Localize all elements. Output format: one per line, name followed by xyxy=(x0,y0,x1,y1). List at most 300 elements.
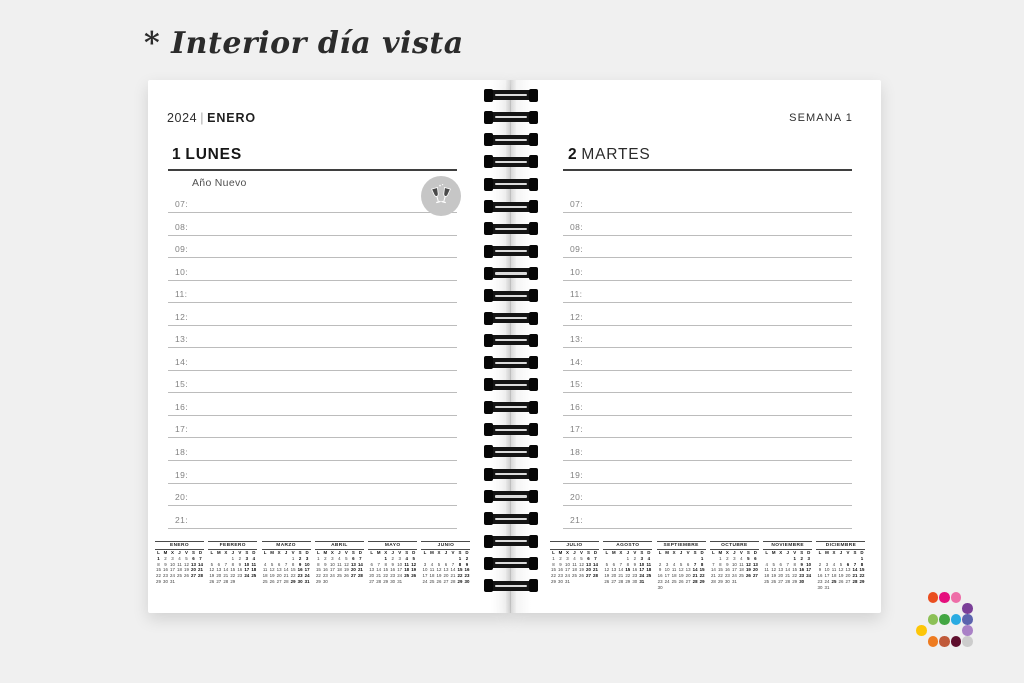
date-cell: 19 xyxy=(209,573,215,579)
champagne-toast-icon xyxy=(421,176,461,216)
spiral-coil xyxy=(486,402,536,412)
hour-row xyxy=(168,379,457,402)
page-title: * Interior día vista xyxy=(144,26,464,61)
date-cell: 25 xyxy=(251,573,257,579)
date-cell: 7 xyxy=(359,555,362,561)
date-cell: 23 xyxy=(390,573,396,579)
day-title-rule xyxy=(168,169,457,171)
hour-line xyxy=(168,347,457,348)
spiral-coil xyxy=(486,447,536,457)
date-cell: 4 xyxy=(338,555,341,561)
date-cell: 25 xyxy=(177,573,182,579)
hour-line xyxy=(563,460,852,461)
date-cell: 20 xyxy=(191,567,196,573)
hour-label: 10: xyxy=(175,266,189,277)
date-cell xyxy=(830,585,837,591)
date-cell: 30 xyxy=(163,578,168,584)
date-cell: 9 xyxy=(726,561,729,567)
date-cell: 4 xyxy=(405,555,408,561)
date-cell: 11 xyxy=(646,561,652,567)
date-cell: 26 xyxy=(209,578,215,584)
day-header-cell: D xyxy=(860,550,864,555)
hour-label: 12: xyxy=(570,311,584,322)
date-cell: 11 xyxy=(671,567,677,573)
date-cell: 9 xyxy=(391,561,394,567)
hour-label: 19: xyxy=(175,469,189,480)
date-cell: 23 xyxy=(632,573,638,579)
mini-calendar-strip-right xyxy=(550,541,865,591)
date-cell: 7 xyxy=(853,561,857,567)
date-cell: 2 xyxy=(465,555,469,561)
date-cell: 26 xyxy=(604,578,610,584)
date-cell: 5 xyxy=(412,555,415,561)
date-cell: 1 xyxy=(384,555,387,561)
date-cell: 26 xyxy=(771,578,777,584)
date-cell: 20 xyxy=(350,567,356,573)
date-cell: 27 xyxy=(276,578,282,584)
date-cell: 2 xyxy=(658,561,662,567)
date-cell: 19 xyxy=(838,573,844,579)
hour-row xyxy=(168,402,457,425)
date-cell: 3 xyxy=(245,555,249,561)
hour-label: 20: xyxy=(175,492,189,503)
date-cell xyxy=(403,579,410,585)
date-cell: 5 xyxy=(772,561,775,567)
hour-line xyxy=(563,437,852,438)
day-header-cell: V xyxy=(686,550,690,555)
date-cell: 15 xyxy=(315,567,321,573)
date-cell xyxy=(851,585,858,591)
day-header-cell: M xyxy=(430,550,434,555)
date-cell: 20 xyxy=(611,573,617,579)
date-cell: 6 xyxy=(612,561,616,567)
day-header-cell: M xyxy=(611,550,616,555)
date-cell: 17 xyxy=(244,567,250,573)
date-cell: 4 xyxy=(740,555,743,561)
date-cell: 15 xyxy=(383,567,389,573)
date-cell: 6 xyxy=(192,555,195,561)
date-cell: 22 xyxy=(699,573,705,579)
day-header-cell: S xyxy=(746,550,750,555)
date-cell: 21 xyxy=(852,573,858,579)
date-cell: 30 xyxy=(724,578,730,584)
date-cell: 23 xyxy=(817,578,823,584)
date-cell: 11 xyxy=(251,561,257,567)
day-header-cell: S xyxy=(458,550,462,555)
date-cell: 1 xyxy=(157,555,160,561)
mini-calendar-month-name: JUNIO xyxy=(421,541,470,550)
date-cell: 28 xyxy=(593,573,598,579)
day-number: 1 xyxy=(172,146,182,163)
day-header-cell: X xyxy=(384,550,388,555)
date-cell: 29 xyxy=(792,578,798,584)
hour-label: 14: xyxy=(175,356,189,367)
day-header-cell: L xyxy=(263,550,267,555)
date-cell xyxy=(671,585,678,591)
date-cell: 11 xyxy=(429,567,435,573)
hour-line xyxy=(168,280,457,281)
date-cell: 18 xyxy=(262,573,268,579)
mini-calendar-week xyxy=(816,585,865,591)
mini-calendar-week xyxy=(657,585,706,591)
planner-notebook xyxy=(148,80,881,613)
date-cell: 27 xyxy=(685,578,691,584)
date-cell: 11 xyxy=(572,561,577,567)
hour-label: 11: xyxy=(570,289,583,300)
day-header-cell: D xyxy=(647,550,651,555)
date-cell: 4 xyxy=(430,561,434,567)
hour-label: 10: xyxy=(570,266,584,277)
date-cell: 22 xyxy=(315,573,321,579)
date-cell: 8 xyxy=(317,561,320,567)
date-cell xyxy=(410,579,417,585)
hour-row xyxy=(563,447,852,470)
date-cell: 28 xyxy=(357,573,363,579)
day-header-cell: X xyxy=(437,550,441,555)
date-cell: 18 xyxy=(404,567,410,573)
date-cell: 29 xyxy=(859,578,865,584)
hour-label: 09: xyxy=(570,244,584,255)
day-header-cell: X xyxy=(725,550,729,555)
hour-row xyxy=(168,492,457,515)
hour-label: 11: xyxy=(175,289,188,300)
date-cell: 14 xyxy=(852,567,858,573)
date-cell: 25 xyxy=(671,578,677,584)
date-cell: 30 xyxy=(657,584,663,590)
date-cell: 25 xyxy=(764,578,770,584)
date-cell: 4 xyxy=(263,561,267,567)
day-header-cell: L xyxy=(423,550,427,555)
mini-calendar xyxy=(155,541,204,585)
date-cell: 13 xyxy=(778,567,784,573)
date-cell: 13 xyxy=(369,567,375,573)
logo-dot-cyan xyxy=(951,614,962,625)
spiral-coil xyxy=(486,425,536,435)
date-cell: 2 xyxy=(298,555,302,561)
hour-line xyxy=(168,528,457,529)
day-header-cell: M xyxy=(216,550,221,555)
date-cell: 19 xyxy=(269,573,275,579)
day-header-cell: V xyxy=(398,550,402,555)
date-cell: 26 xyxy=(579,573,584,579)
hour-row xyxy=(563,222,852,245)
mini-calendar-week xyxy=(208,579,257,585)
day-header-cell: D xyxy=(412,550,416,555)
mini-calendar xyxy=(603,541,652,591)
hour-row xyxy=(168,357,457,380)
date-cell: 29 xyxy=(551,578,556,584)
date-cell: 28 xyxy=(692,578,698,584)
hour-label: 13: xyxy=(570,334,584,345)
hour-row xyxy=(168,447,457,470)
date-cell: 23 xyxy=(724,573,730,579)
date-cell: 5 xyxy=(345,555,348,561)
mini-calendar xyxy=(816,541,865,591)
hour-line xyxy=(563,392,852,393)
hour-line xyxy=(168,302,457,303)
date-cell: 13 xyxy=(611,567,617,573)
date-cell: 26 xyxy=(343,573,349,579)
date-cell: 18 xyxy=(429,573,435,579)
date-cell: 29 xyxy=(625,578,631,584)
mini-calendar-month-name: NOVIEMBRE xyxy=(763,541,812,550)
date-cell: 5 xyxy=(437,561,441,567)
date-cell: 7 xyxy=(377,561,380,567)
date-cell: 9 xyxy=(800,561,803,567)
date-cell: 1 xyxy=(719,555,722,561)
date-cell: 15 xyxy=(156,567,161,573)
date-cell: 26 xyxy=(184,573,189,579)
date-cell: 1 xyxy=(626,555,630,561)
date-cell: 15 xyxy=(717,567,723,573)
hour-label: 09: xyxy=(175,244,189,255)
date-cell xyxy=(578,579,585,585)
day-header-cell: J xyxy=(444,550,448,555)
date-cell: 27 xyxy=(443,578,449,584)
date-cell: 18 xyxy=(177,567,182,573)
hour-line xyxy=(168,235,457,236)
date-cell: 5 xyxy=(270,561,274,567)
date-cell: 31 xyxy=(304,578,310,584)
date-cell: 15 xyxy=(457,567,463,573)
date-cell xyxy=(858,585,865,591)
day-header-cell: M xyxy=(270,550,274,555)
day-header-cell: X xyxy=(224,550,228,555)
date-cell: 7 xyxy=(619,561,623,567)
date-cell: 27 xyxy=(216,578,222,584)
spiral-coil xyxy=(486,202,536,212)
date-cell: 24 xyxy=(304,573,310,579)
date-cell: 24 xyxy=(664,578,670,584)
date-cell: 8 xyxy=(231,561,235,567)
hour-label: 15: xyxy=(175,379,189,390)
date-cell: 28 xyxy=(710,578,716,584)
mini-calendar-week xyxy=(603,579,652,585)
date-cell: 4 xyxy=(647,555,651,561)
hour-row xyxy=(563,199,852,222)
spiral-coil xyxy=(486,536,536,546)
spiral-coil xyxy=(486,268,536,278)
date-cell: 22 xyxy=(717,573,723,579)
day-header-cell: D xyxy=(198,550,203,555)
mini-calendar-week xyxy=(155,579,204,585)
date-cell: 11 xyxy=(831,567,837,573)
date-cell xyxy=(678,585,685,591)
date-cell: 1 xyxy=(793,555,796,561)
date-cell: 22 xyxy=(859,573,865,579)
day-header-cell: S xyxy=(192,550,195,555)
mini-calendar-strip-left xyxy=(155,541,470,585)
date-cell: 13 xyxy=(586,561,591,567)
date-cell: 4 xyxy=(672,561,676,567)
date-cell: 27 xyxy=(350,573,356,579)
date-cell: 6 xyxy=(779,561,782,567)
date-cell: 15 xyxy=(699,567,705,573)
day-header-cell: V xyxy=(344,550,348,555)
date-cell: 3 xyxy=(331,555,334,561)
date-cell: 10 xyxy=(664,567,670,573)
hour-label: 21: xyxy=(175,514,189,525)
date-cell: 12 xyxy=(436,567,442,573)
date-cell: 9 xyxy=(559,561,562,567)
hour-label: 18: xyxy=(175,447,189,458)
date-cell: 24 xyxy=(639,573,645,579)
day-header-cell: M xyxy=(323,550,328,555)
date-cell: 20 xyxy=(685,573,691,579)
day-title-left xyxy=(172,146,242,164)
date-cell: 19 xyxy=(678,573,684,579)
date-cell: 11 xyxy=(262,567,268,573)
date-cell: 25 xyxy=(429,578,435,584)
hour-label: 16: xyxy=(570,401,584,412)
date-cell: 19 xyxy=(411,567,417,573)
day-header-cell: M xyxy=(665,550,669,555)
hour-label: 07: xyxy=(175,199,189,209)
date-cell: 25 xyxy=(831,578,837,584)
date-cell: 3 xyxy=(665,561,669,567)
day-header-cell: M xyxy=(163,550,168,555)
date-cell: 18 xyxy=(671,573,677,579)
spiral-coil xyxy=(486,112,536,122)
date-cell: 6 xyxy=(686,561,690,567)
date-cell: 11 xyxy=(764,567,769,573)
planner-right-page xyxy=(511,80,881,613)
date-cell: 1 xyxy=(552,555,555,561)
hour-row xyxy=(168,199,457,222)
date-cell: 3 xyxy=(733,555,736,561)
day-header-cell: D xyxy=(593,550,598,555)
date-cell: 14 xyxy=(618,567,624,573)
date-cell: 2 xyxy=(818,561,822,567)
date-cell: 28 xyxy=(198,573,203,579)
date-cell: 17 xyxy=(329,567,335,573)
spiral-coil xyxy=(486,558,536,568)
date-cell: 23 xyxy=(558,573,563,579)
hour-row xyxy=(563,334,852,357)
date-cell: 8 xyxy=(626,561,630,567)
hour-row xyxy=(563,402,852,425)
mini-calendar xyxy=(763,541,812,591)
date-cell: 13 xyxy=(216,567,222,573)
date-cell: 29 xyxy=(315,578,321,584)
date-cell: 30 xyxy=(799,578,805,584)
mini-calendar xyxy=(208,541,257,585)
day-header-cell: V xyxy=(238,550,242,555)
date-cell xyxy=(236,579,243,585)
date-cell: 7 xyxy=(199,555,202,561)
date-cell: 20 xyxy=(752,567,758,573)
date-cell: 3 xyxy=(825,561,829,567)
date-cell: 18 xyxy=(572,567,577,573)
date-cell: 12 xyxy=(604,567,610,573)
date-cell: 21 xyxy=(593,567,598,573)
date-cell: 18 xyxy=(764,573,770,579)
day-name: MARTES xyxy=(581,146,651,163)
date-cell: 20 xyxy=(778,573,784,579)
mini-calendar-month-name: SEPTIEMBRE xyxy=(657,541,706,550)
date-cell: 17 xyxy=(806,567,812,573)
date-cell: 10 xyxy=(565,561,570,567)
date-cell: 14 xyxy=(710,567,716,573)
date-cell: 17 xyxy=(639,567,645,573)
day-header-cell: X xyxy=(779,550,783,555)
date-cell: 29 xyxy=(699,578,705,584)
date-cell: 24 xyxy=(244,573,250,579)
hour-line xyxy=(168,212,457,213)
date-cell: 10 xyxy=(329,561,335,567)
date-cell xyxy=(844,585,851,591)
hour-row xyxy=(563,244,852,267)
mini-calendar xyxy=(315,541,364,585)
date-cell: 17 xyxy=(304,567,310,573)
logo-dot-maroon xyxy=(951,636,962,647)
date-cell: 21 xyxy=(198,567,203,573)
date-cell: 31 xyxy=(397,578,403,584)
date-cell: 31 xyxy=(824,584,830,590)
spiral-coil xyxy=(486,179,536,189)
date-cell: 16 xyxy=(558,567,563,573)
spiral-coil xyxy=(486,358,536,368)
date-cell: 14 xyxy=(785,567,791,573)
spiral-binding xyxy=(486,90,536,603)
date-cell: 8 xyxy=(552,561,555,567)
date-cell: 13 xyxy=(443,567,449,573)
hour-row xyxy=(563,492,852,515)
date-cell: 11 xyxy=(739,561,744,567)
date-cell: 24 xyxy=(565,573,570,579)
day-header-cell: D xyxy=(807,550,811,555)
day-header-cell: J xyxy=(679,550,683,555)
date-cell: 7 xyxy=(594,555,597,561)
hour-line xyxy=(168,460,457,461)
date-cell: 19 xyxy=(184,567,189,573)
date-cell: 16 xyxy=(297,567,303,573)
date-cell: 10 xyxy=(824,567,830,573)
date-cell: 21 xyxy=(692,573,698,579)
hour-line xyxy=(563,212,852,213)
hour-line xyxy=(563,528,852,529)
day-header-cell: M xyxy=(825,550,829,555)
date-cell: 8 xyxy=(860,561,864,567)
date-cell: 16 xyxy=(237,567,243,573)
date-cell: 22 xyxy=(383,573,389,579)
spiral-coil xyxy=(486,224,536,234)
date-cell: 26 xyxy=(745,573,751,579)
logo-dot-light-green xyxy=(928,614,939,625)
date-cell: 3 xyxy=(807,555,810,561)
hour-row xyxy=(563,289,852,312)
date-cell xyxy=(197,579,204,585)
mini-calendar xyxy=(368,541,417,585)
date-cell: 1 xyxy=(291,555,295,561)
date-cell: 18 xyxy=(336,567,342,573)
logo-dot-indigo xyxy=(962,614,973,625)
date-cell: 24 xyxy=(824,578,830,584)
hour-row xyxy=(168,334,457,357)
day-header-cell: J xyxy=(284,550,288,555)
date-cell: 29 xyxy=(383,578,389,584)
date-cell: 7 xyxy=(786,561,789,567)
date-cell xyxy=(329,579,336,585)
logo-dot-purple xyxy=(962,603,973,614)
date-cell: 10 xyxy=(397,561,403,567)
date-cell xyxy=(837,585,844,591)
date-cell: 10 xyxy=(244,561,250,567)
date-cell: 3 xyxy=(640,555,644,561)
date-cell: 10 xyxy=(639,561,645,567)
logo-dot-magenta xyxy=(939,592,950,603)
hour-row xyxy=(168,222,457,245)
